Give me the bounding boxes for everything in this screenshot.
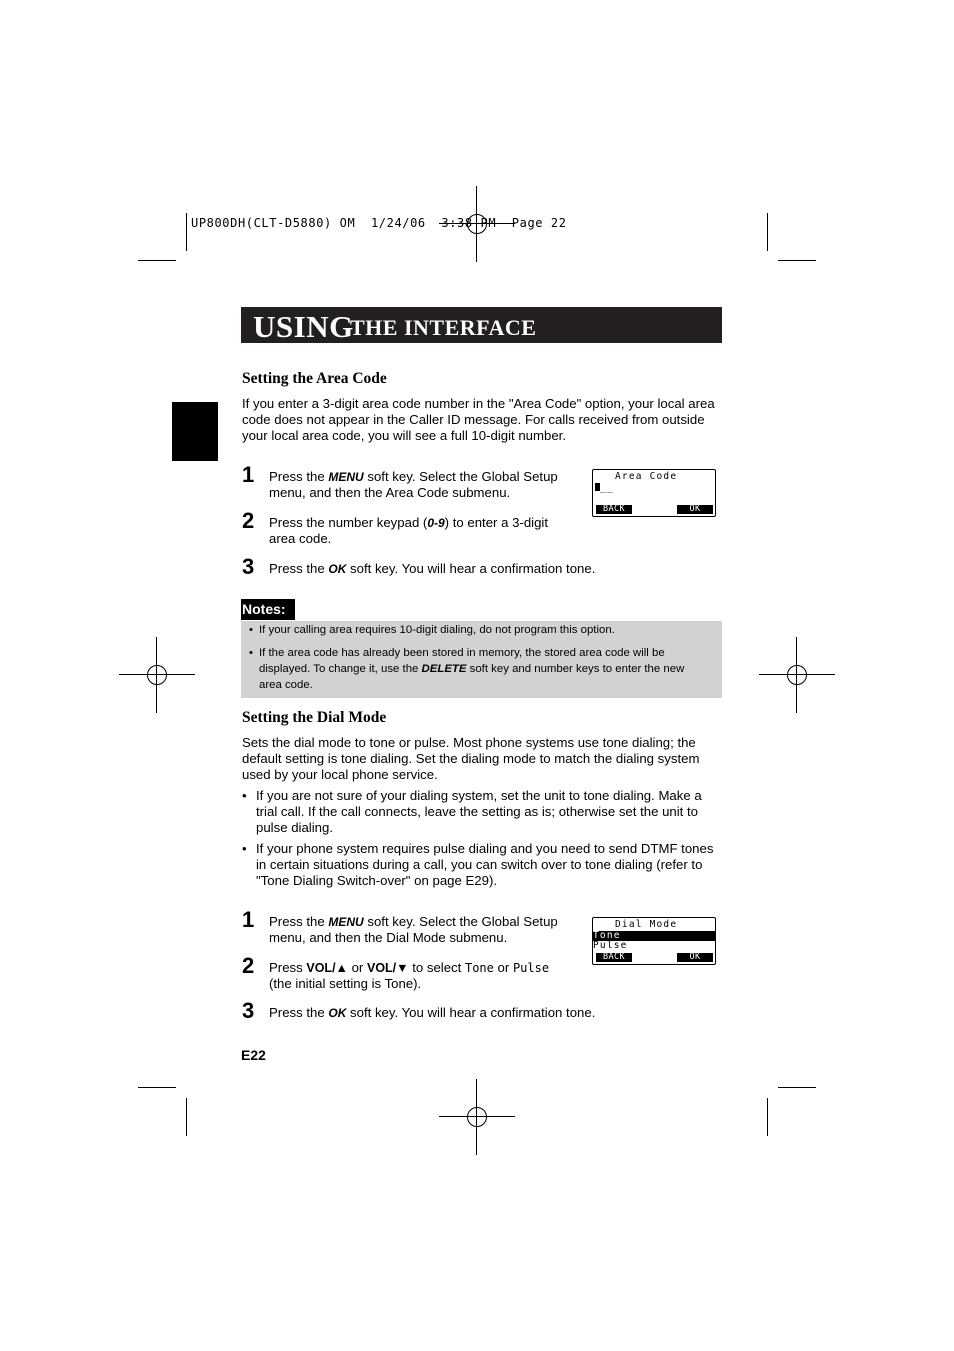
note-2: If the area code has already been stored in memory, the stored area code will be displayed. To change it, use the DELETE soft key and number keys to enter the new area code.	[259, 647, 685, 691]
dial-mode-lcd	[592, 917, 716, 965]
crop-mark	[138, 260, 176, 261]
area-step-3-text: Press the OK soft key. You will hear a confirmation tone.	[269, 561, 596, 576]
area-step-3-number: 3	[242, 554, 255, 579]
registration-mark-left	[119, 637, 195, 713]
dial-step-3-number: 3	[242, 998, 255, 1023]
lcd-option-other: Pulse	[593, 940, 628, 951]
dial-step-3-text: Press the OK soft key. You will hear a confirmation tone.	[269, 1005, 596, 1020]
crop-mark	[186, 1098, 187, 1136]
dial-mode-heading: Setting the Dial Mode	[242, 709, 387, 726]
print-header: UP800DH(CLT-D5880) OM 1/24/06 3:38 PM Page 22	[191, 216, 567, 230]
lcd-title: Area Code	[615, 471, 678, 482]
registration-mark-bottom	[439, 1079, 515, 1155]
dial-mode-intro: Sets the dial mode to tone or pulse. Most phone systems use tone dialing; the default setting is tone dialing. Set the dialing mode to match the dialing system used by your local phone service.	[242, 735, 700, 782]
registration-mark-right	[759, 637, 835, 713]
section-tab	[172, 402, 218, 461]
crop-mark	[778, 260, 816, 261]
note-1: If your calling area requires 10-digit dialing, do not program this option.	[259, 624, 615, 636]
crop-mark	[186, 213, 187, 251]
lcd-back-softkey: BACK	[596, 505, 632, 514]
lcd-option-selected: Tone	[593, 931, 715, 941]
page-title	[241, 307, 722, 343]
title-interface: THE INTERFACE	[350, 315, 537, 340]
crop-mark	[138, 1087, 176, 1088]
dial-step-2-text: Press VOL/▲ or VOL/▼ to select Tone or Pulse (the initial setting is Tone).	[269, 960, 550, 991]
dial-step-1-number: 1	[242, 907, 255, 932]
lcd-title: Dial Mode	[615, 919, 678, 930]
area-code-lcd	[592, 469, 716, 517]
dial-step-1-text: Press the MENU soft key. Select the Global Setup menu, and then the Dial Mode submenu.	[269, 914, 558, 945]
area-code-heading: Setting the Area Code	[242, 370, 387, 387]
lcd-ok-softkey: OK	[677, 505, 713, 514]
note-bullet: •	[249, 647, 253, 659]
area-step-1-number: 1	[242, 462, 255, 487]
title-using: USING	[253, 309, 354, 344]
area-code-intro: If you enter a 3-digit area code number in the "Area Code" option, your local area code does not appear in the Caller ID message. For calls received from outside your local area code, you will see a full 10-digit number.	[242, 396, 715, 443]
crop-mark	[778, 1087, 816, 1088]
crop-mark	[767, 213, 768, 251]
crop-mark	[767, 1098, 768, 1136]
notes-box	[241, 621, 722, 698]
notes-label: Notes:	[241, 599, 295, 620]
lcd-back-softkey: BACK	[596, 953, 632, 962]
area-step-1-text: Press the MENU soft key. Select the Global Setup menu, and then the Area Code submenu.	[269, 469, 558, 500]
lcd-entry: __	[593, 483, 715, 493]
lcd-ok-softkey: OK	[677, 953, 713, 962]
dial-step-2-number: 2	[242, 953, 255, 978]
note-bullet: •	[249, 624, 253, 636]
area-step-2-number: 2	[242, 508, 255, 533]
page-number: E22	[241, 1047, 266, 1063]
area-step-2-text: Press the number keypad (0-9) to enter a 3-digit area code.	[269, 515, 549, 546]
